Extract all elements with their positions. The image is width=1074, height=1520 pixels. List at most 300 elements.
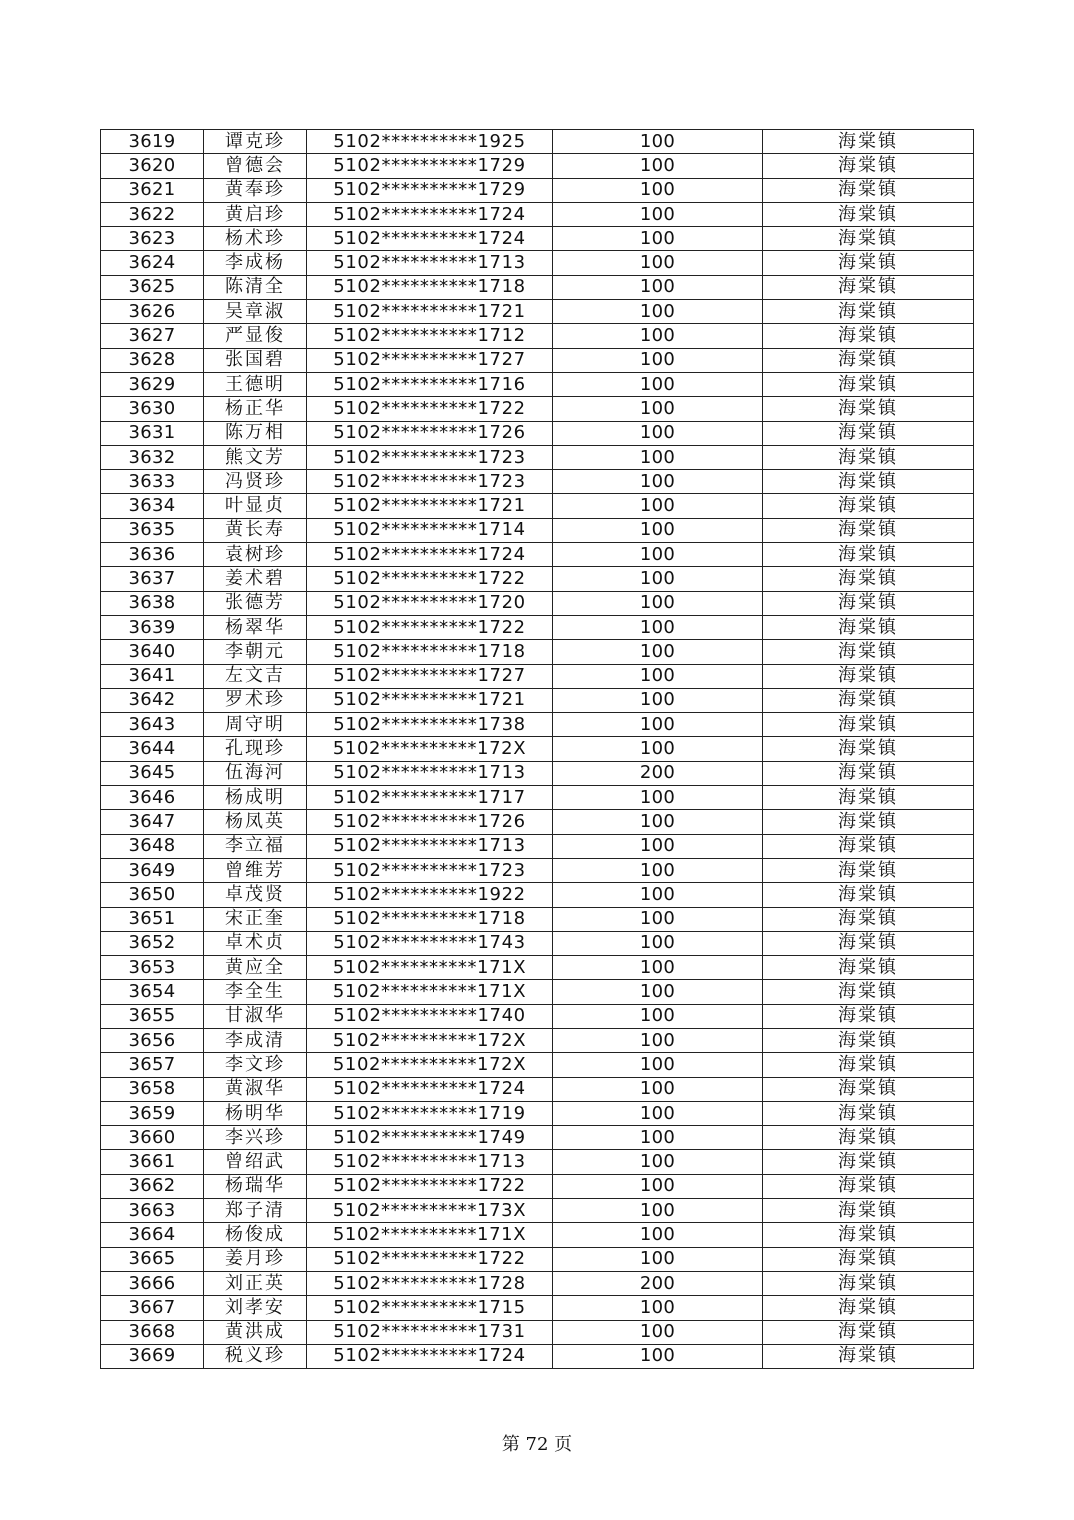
town-cell: 海棠镇 <box>763 1004 974 1028</box>
serial-number-cell: 3668 <box>101 1320 204 1344</box>
serial-number-cell: 3640 <box>101 640 204 664</box>
amount-cell: 100 <box>553 300 763 324</box>
name-cell: 杨正华 <box>204 397 307 421</box>
serial-number-cell: 3631 <box>101 421 204 445</box>
town-cell: 海棠镇 <box>763 834 974 858</box>
serial-number-cell: 3630 <box>101 397 204 421</box>
serial-number-cell: 3653 <box>101 956 204 980</box>
id-number-cell: 5102**********1713 <box>307 761 553 785</box>
table-row <box>101 372 974 396</box>
amount-cell: 100 <box>553 1004 763 1028</box>
id-number-cell: 5102**********1925 <box>307 130 553 154</box>
serial-number-cell: 3624 <box>101 251 204 275</box>
town-cell: 海棠镇 <box>763 275 974 299</box>
table-row <box>101 761 974 785</box>
serial-number-cell: 3648 <box>101 834 204 858</box>
table-row <box>101 786 974 810</box>
town-cell: 海棠镇 <box>763 130 974 154</box>
amount-cell: 100 <box>553 1320 763 1344</box>
serial-number-cell: 3651 <box>101 907 204 931</box>
id-number-cell: 5102**********1726 <box>307 810 553 834</box>
amount-cell: 100 <box>553 130 763 154</box>
amount-cell: 100 <box>553 980 763 1004</box>
amount-cell: 100 <box>553 397 763 421</box>
town-cell: 海棠镇 <box>763 1126 974 1150</box>
amount-cell: 100 <box>553 227 763 251</box>
serial-number-cell: 3623 <box>101 227 204 251</box>
town-cell: 海棠镇 <box>763 615 974 639</box>
table-row <box>101 1053 974 1077</box>
name-cell: 刘正英 <box>204 1271 307 1295</box>
table-body <box>101 130 974 1369</box>
table-row <box>101 834 974 858</box>
name-cell: 李成杨 <box>204 251 307 275</box>
amount-cell: 100 <box>553 372 763 396</box>
name-cell: 税义珍 <box>204 1344 307 1368</box>
serial-number-cell: 3649 <box>101 858 204 882</box>
id-number-cell: 5102**********1727 <box>307 348 553 372</box>
town-cell: 海棠镇 <box>763 1053 974 1077</box>
serial-number-cell: 3665 <box>101 1247 204 1271</box>
table-row <box>101 130 974 154</box>
town-cell: 海棠镇 <box>763 543 974 567</box>
table-row <box>101 907 974 931</box>
id-number-cell: 5102**********1722 <box>307 567 553 591</box>
amount-cell: 100 <box>553 445 763 469</box>
table-row <box>101 688 974 712</box>
amount-cell: 100 <box>553 640 763 664</box>
serial-number-cell: 3654 <box>101 980 204 1004</box>
id-number-cell: 5102**********1721 <box>307 688 553 712</box>
table-row <box>101 615 974 639</box>
name-cell: 冯贤珍 <box>204 470 307 494</box>
town-cell: 海棠镇 <box>763 1223 974 1247</box>
name-cell: 孔现珍 <box>204 737 307 761</box>
serial-number-cell: 3662 <box>101 1174 204 1198</box>
id-number-cell: 5102**********171X <box>307 1223 553 1247</box>
amount-cell: 100 <box>553 348 763 372</box>
name-cell: 李文珍 <box>204 1053 307 1077</box>
serial-number-cell: 3628 <box>101 348 204 372</box>
town-cell: 海棠镇 <box>763 348 974 372</box>
table-row <box>101 324 974 348</box>
name-cell: 刘孝安 <box>204 1296 307 1320</box>
table-row <box>101 1028 974 1052</box>
town-cell: 海棠镇 <box>763 810 974 834</box>
town-cell: 海棠镇 <box>763 1344 974 1368</box>
id-number-cell: 5102**********172X <box>307 1028 553 1052</box>
serial-number-cell: 3663 <box>101 1199 204 1223</box>
table-row <box>101 883 974 907</box>
table-row <box>101 664 974 688</box>
id-number-cell: 5102**********1740 <box>307 1004 553 1028</box>
id-number-cell: 5102**********1731 <box>307 1320 553 1344</box>
serial-number-cell: 3635 <box>101 518 204 542</box>
name-cell: 杨凤英 <box>204 810 307 834</box>
amount-cell: 100 <box>553 154 763 178</box>
serial-number-cell: 3642 <box>101 688 204 712</box>
id-number-cell: 5102**********1716 <box>307 372 553 396</box>
serial-number-cell: 3645 <box>101 761 204 785</box>
name-cell: 李成清 <box>204 1028 307 1052</box>
serial-number-cell: 3632 <box>101 445 204 469</box>
name-cell: 杨成明 <box>204 786 307 810</box>
amount-cell: 100 <box>553 591 763 615</box>
id-number-cell: 5102**********1712 <box>307 324 553 348</box>
amount-cell: 100 <box>553 688 763 712</box>
name-cell: 卓术贞 <box>204 931 307 955</box>
serial-number-cell: 3639 <box>101 615 204 639</box>
amount-cell: 100 <box>553 1247 763 1271</box>
table-row <box>101 1199 974 1223</box>
table-row <box>101 154 974 178</box>
name-cell: 卓茂贤 <box>204 883 307 907</box>
id-number-cell: 5102**********171X <box>307 956 553 980</box>
id-number-cell: 5102**********1723 <box>307 470 553 494</box>
town-cell: 海棠镇 <box>763 227 974 251</box>
serial-number-cell: 3658 <box>101 1077 204 1101</box>
table-row <box>101 956 974 980</box>
id-number-cell: 5102**********1724 <box>307 202 553 226</box>
amount-cell: 100 <box>553 251 763 275</box>
serial-number-cell: 3637 <box>101 567 204 591</box>
serial-number-cell: 3666 <box>101 1271 204 1295</box>
serial-number-cell: 3638 <box>101 591 204 615</box>
serial-number-cell: 3660 <box>101 1126 204 1150</box>
town-cell: 海棠镇 <box>763 980 974 1004</box>
amount-cell: 100 <box>553 737 763 761</box>
serial-number-cell: 3620 <box>101 154 204 178</box>
table-row <box>101 1247 974 1271</box>
town-cell: 海棠镇 <box>763 1320 974 1344</box>
table-row <box>101 980 974 1004</box>
id-number-cell: 5102**********1718 <box>307 640 553 664</box>
table-row <box>101 348 974 372</box>
amount-cell: 100 <box>553 810 763 834</box>
amount-cell: 200 <box>553 761 763 785</box>
amount-cell: 100 <box>553 543 763 567</box>
town-cell: 海棠镇 <box>763 251 974 275</box>
town-cell: 海棠镇 <box>763 567 974 591</box>
id-number-cell: 5102**********172X <box>307 737 553 761</box>
name-cell: 袁树珍 <box>204 543 307 567</box>
town-cell: 海棠镇 <box>763 300 974 324</box>
table-row <box>101 445 974 469</box>
name-cell: 黄启珍 <box>204 202 307 226</box>
name-cell: 张德芳 <box>204 591 307 615</box>
table-row <box>101 251 974 275</box>
table-row <box>101 421 974 445</box>
town-cell: 海棠镇 <box>763 421 974 445</box>
name-cell: 周守明 <box>204 713 307 737</box>
town-cell: 海棠镇 <box>763 786 974 810</box>
amount-cell: 100 <box>553 1223 763 1247</box>
table-row <box>101 1004 974 1028</box>
serial-number-cell: 3641 <box>101 664 204 688</box>
table-row <box>101 1320 974 1344</box>
serial-number-cell: 3652 <box>101 931 204 955</box>
serial-number-cell: 3627 <box>101 324 204 348</box>
name-cell: 曾维芳 <box>204 858 307 882</box>
amount-cell: 100 <box>553 931 763 955</box>
id-number-cell: 5102**********1724 <box>307 543 553 567</box>
serial-number-cell: 3634 <box>101 494 204 518</box>
town-cell: 海棠镇 <box>763 931 974 955</box>
id-number-cell: 5102**********1724 <box>307 1344 553 1368</box>
amount-cell: 100 <box>553 421 763 445</box>
serial-number-cell: 3647 <box>101 810 204 834</box>
serial-number-cell: 3621 <box>101 178 204 202</box>
serial-number-cell: 3619 <box>101 130 204 154</box>
name-cell: 王德明 <box>204 372 307 396</box>
table-row <box>101 567 974 591</box>
amount-cell: 100 <box>553 324 763 348</box>
town-cell: 海棠镇 <box>763 178 974 202</box>
amount-cell: 100 <box>553 1053 763 1077</box>
table-row <box>101 1150 974 1174</box>
town-cell: 海棠镇 <box>763 1296 974 1320</box>
id-number-cell: 5102**********1724 <box>307 227 553 251</box>
amount-cell: 100 <box>553 664 763 688</box>
town-cell: 海棠镇 <box>763 1271 974 1295</box>
town-cell: 海棠镇 <box>763 494 974 518</box>
town-cell: 海棠镇 <box>763 1247 974 1271</box>
id-number-cell: 5102**********1722 <box>307 1174 553 1198</box>
amount-cell: 100 <box>553 956 763 980</box>
table-row <box>101 470 974 494</box>
table-row <box>101 931 974 955</box>
table-row <box>101 1296 974 1320</box>
id-number-cell: 5102**********1714 <box>307 518 553 542</box>
name-cell: 谭克珍 <box>204 130 307 154</box>
table-row <box>101 1174 974 1198</box>
town-cell: 海棠镇 <box>763 445 974 469</box>
town-cell: 海棠镇 <box>763 1199 974 1223</box>
name-cell: 黄应全 <box>204 956 307 980</box>
town-cell: 海棠镇 <box>763 1174 974 1198</box>
id-number-cell: 5102**********1738 <box>307 713 553 737</box>
serial-number-cell: 3655 <box>101 1004 204 1028</box>
table-row <box>101 1126 974 1150</box>
serial-number-cell: 3643 <box>101 713 204 737</box>
serial-number-cell: 3664 <box>101 1223 204 1247</box>
id-number-cell: 5102**********1713 <box>307 251 553 275</box>
id-number-cell: 5102**********1922 <box>307 883 553 907</box>
amount-cell: 100 <box>553 713 763 737</box>
name-cell: 宋正奎 <box>204 907 307 931</box>
name-cell: 陈万相 <box>204 421 307 445</box>
amount-cell: 100 <box>553 202 763 226</box>
table-row <box>101 397 974 421</box>
serial-number-cell: 3636 <box>101 543 204 567</box>
table-row <box>101 858 974 882</box>
name-cell: 伍海河 <box>204 761 307 785</box>
table-row <box>101 518 974 542</box>
town-cell: 海棠镇 <box>763 397 974 421</box>
name-cell: 罗术珍 <box>204 688 307 712</box>
id-number-cell: 5102**********1743 <box>307 931 553 955</box>
name-cell: 杨术珍 <box>204 227 307 251</box>
table-row <box>101 1344 974 1368</box>
name-cell: 黄长寿 <box>204 518 307 542</box>
recipient-table <box>100 129 974 1369</box>
town-cell: 海棠镇 <box>763 1077 974 1101</box>
amount-cell: 100 <box>553 275 763 299</box>
name-cell: 曾绍武 <box>204 1150 307 1174</box>
serial-number-cell: 3644 <box>101 737 204 761</box>
name-cell: 张国碧 <box>204 348 307 372</box>
amount-cell: 100 <box>553 786 763 810</box>
name-cell: 黄淑华 <box>204 1077 307 1101</box>
town-cell: 海棠镇 <box>763 907 974 931</box>
id-number-cell: 5102**********1726 <box>307 421 553 445</box>
id-number-cell: 5102**********1721 <box>307 300 553 324</box>
amount-cell: 100 <box>553 1028 763 1052</box>
amount-cell: 100 <box>553 858 763 882</box>
name-cell: 李朝元 <box>204 640 307 664</box>
amount-cell: 100 <box>553 1199 763 1223</box>
table-row <box>101 1223 974 1247</box>
town-cell: 海棠镇 <box>763 1028 974 1052</box>
amount-cell: 100 <box>553 1101 763 1125</box>
serial-number-cell: 3661 <box>101 1150 204 1174</box>
name-cell: 郑子清 <box>204 1199 307 1223</box>
name-cell: 吴章淑 <box>204 300 307 324</box>
name-cell: 姜月珍 <box>204 1247 307 1271</box>
id-number-cell: 5102**********172X <box>307 1053 553 1077</box>
amount-cell: 100 <box>553 518 763 542</box>
name-cell: 黄洪成 <box>204 1320 307 1344</box>
town-cell: 海棠镇 <box>763 154 974 178</box>
town-cell: 海棠镇 <box>763 858 974 882</box>
town-cell: 海棠镇 <box>763 372 974 396</box>
id-number-cell: 5102**********1718 <box>307 275 553 299</box>
serial-number-cell: 3646 <box>101 786 204 810</box>
serial-number-cell: 3659 <box>101 1101 204 1125</box>
id-number-cell: 5102**********173X <box>307 1199 553 1223</box>
name-cell: 黄奉珍 <box>204 178 307 202</box>
town-cell: 海棠镇 <box>763 883 974 907</box>
amount-cell: 100 <box>553 178 763 202</box>
name-cell: 杨明华 <box>204 1101 307 1125</box>
amount-cell: 100 <box>553 1174 763 1198</box>
table-row <box>101 591 974 615</box>
id-number-cell: 5102**********1713 <box>307 1150 553 1174</box>
town-cell: 海棠镇 <box>763 591 974 615</box>
amount-cell: 100 <box>553 567 763 591</box>
serial-number-cell: 3667 <box>101 1296 204 1320</box>
id-number-cell: 5102**********1722 <box>307 615 553 639</box>
name-cell: 严显俊 <box>204 324 307 348</box>
name-cell: 曾德会 <box>204 154 307 178</box>
amount-cell: 100 <box>553 494 763 518</box>
amount-cell: 200 <box>553 1271 763 1295</box>
town-cell: 海棠镇 <box>763 956 974 980</box>
name-cell: 李立福 <box>204 834 307 858</box>
id-number-cell: 5102**********1715 <box>307 1296 553 1320</box>
table-row <box>101 737 974 761</box>
name-cell: 甘淑华 <box>204 1004 307 1028</box>
town-cell: 海棠镇 <box>763 640 974 664</box>
id-number-cell: 5102**********1749 <box>307 1126 553 1150</box>
amount-cell: 100 <box>553 1077 763 1101</box>
town-cell: 海棠镇 <box>763 713 974 737</box>
serial-number-cell: 3650 <box>101 883 204 907</box>
id-number-cell: 5102**********1724 <box>307 1077 553 1101</box>
town-cell: 海棠镇 <box>763 737 974 761</box>
town-cell: 海棠镇 <box>763 761 974 785</box>
amount-cell: 100 <box>553 883 763 907</box>
id-number-cell: 5102**********1720 <box>307 591 553 615</box>
serial-number-cell: 3669 <box>101 1344 204 1368</box>
name-cell: 李兴珍 <box>204 1126 307 1150</box>
town-cell: 海棠镇 <box>763 1101 974 1125</box>
amount-cell: 100 <box>553 470 763 494</box>
id-number-cell: 5102**********171X <box>307 980 553 1004</box>
id-number-cell: 5102**********1722 <box>307 397 553 421</box>
table-row <box>101 713 974 737</box>
table-row <box>101 543 974 567</box>
serial-number-cell: 3626 <box>101 300 204 324</box>
amount-cell: 100 <box>553 907 763 931</box>
town-cell: 海棠镇 <box>763 688 974 712</box>
town-cell: 海棠镇 <box>763 1150 974 1174</box>
amount-cell: 100 <box>553 1296 763 1320</box>
table-row <box>101 810 974 834</box>
id-number-cell: 5102**********1721 <box>307 494 553 518</box>
table-row <box>101 202 974 226</box>
town-cell: 海棠镇 <box>763 518 974 542</box>
name-cell: 李全生 <box>204 980 307 1004</box>
table-row <box>101 1077 974 1101</box>
table-row <box>101 494 974 518</box>
serial-number-cell: 3633 <box>101 470 204 494</box>
serial-number-cell: 3657 <box>101 1053 204 1077</box>
id-number-cell: 5102**********1729 <box>307 178 553 202</box>
name-cell: 左文吉 <box>204 664 307 688</box>
table-row <box>101 1271 974 1295</box>
id-number-cell: 5102**********1723 <box>307 445 553 469</box>
name-cell: 杨瑞华 <box>204 1174 307 1198</box>
table-row <box>101 227 974 251</box>
id-number-cell: 5102**********1718 <box>307 907 553 931</box>
id-number-cell: 5102**********1713 <box>307 834 553 858</box>
amount-cell: 100 <box>553 1344 763 1368</box>
serial-number-cell: 3656 <box>101 1028 204 1052</box>
id-number-cell: 5102**********1723 <box>307 858 553 882</box>
serial-number-cell: 3625 <box>101 275 204 299</box>
table-row <box>101 640 974 664</box>
table-row <box>101 300 974 324</box>
town-cell: 海棠镇 <box>763 324 974 348</box>
town-cell: 海棠镇 <box>763 470 974 494</box>
serial-number-cell: 3622 <box>101 202 204 226</box>
amount-cell: 100 <box>553 1150 763 1174</box>
name-cell: 姜术碧 <box>204 567 307 591</box>
name-cell: 熊文芳 <box>204 445 307 469</box>
name-cell: 杨俊成 <box>204 1223 307 1247</box>
town-cell: 海棠镇 <box>763 664 974 688</box>
amount-cell: 100 <box>553 615 763 639</box>
name-cell: 叶显贞 <box>204 494 307 518</box>
id-number-cell: 5102**********1728 <box>307 1271 553 1295</box>
table-row <box>101 178 974 202</box>
page-number: 第 72 页 <box>501 1434 573 1455</box>
town-cell: 海棠镇 <box>763 202 974 226</box>
name-cell: 杨翠华 <box>204 615 307 639</box>
id-number-cell: 5102**********1727 <box>307 664 553 688</box>
id-number-cell: 5102**********1729 <box>307 154 553 178</box>
